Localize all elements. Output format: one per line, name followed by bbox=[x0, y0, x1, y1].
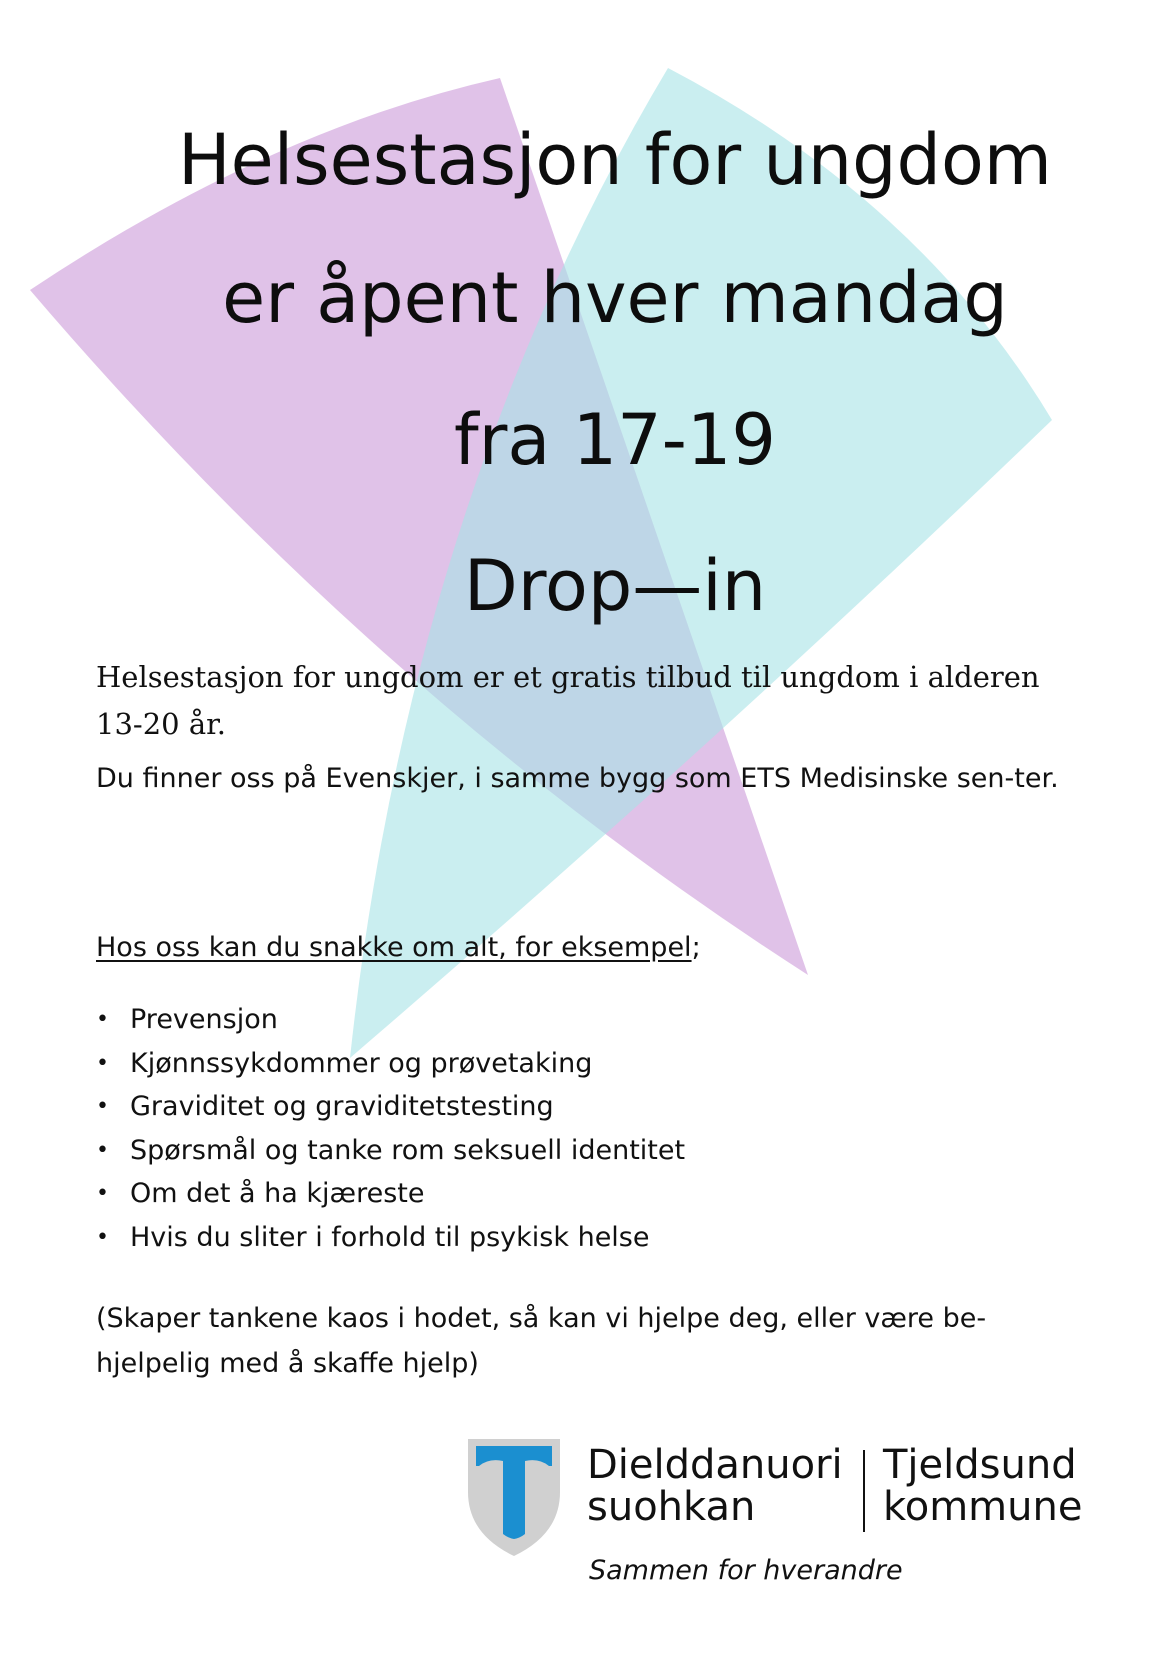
list-item-text: Graviditet og graviditetstesting bbox=[130, 1091, 554, 1122]
bullet-icon: • bbox=[96, 1224, 109, 1250]
logo-divider bbox=[863, 1450, 865, 1532]
headline-line-4: Drop—in bbox=[463, 545, 767, 627]
list-item-text: Om det å ha kjæreste bbox=[130, 1178, 425, 1209]
list-item-text: Kjønnssykdommer og prøvetaking bbox=[130, 1047, 593, 1079]
bullet-icon: • bbox=[96, 1137, 109, 1163]
list-item bbox=[96, 1172, 685, 1216]
location-paragraph: Du finner oss på Evenskjer, i samme bygg som ETS Medisinske sen-ter. bbox=[96, 763, 1059, 794]
municipality-logo bbox=[465, 1436, 1105, 1596]
bullet-icon: • bbox=[96, 1181, 109, 1206]
municipality-name-no-line1: Tjeldsund bbox=[883, 1442, 1077, 1488]
headline-line-2: er åpent hver mandag bbox=[222, 257, 1008, 339]
intro-paragraph: Helsestasjon for ungdom er et gratis tilbud til ungdom i alderen 13-20 år. bbox=[96, 660, 1040, 741]
headline-line-1: Helsestasjon for ungdom bbox=[178, 119, 1052, 201]
shield-emblem-icon bbox=[465, 1436, 563, 1558]
closing-paragraph: (Skaper tankene kaos i hodet, så kan vi hjelpe deg, eller være be-hjelpelig med å skaffe hjelp) bbox=[96, 1303, 987, 1379]
list-item-text: Hvis du sliter i forhold til psykisk helse bbox=[130, 1221, 650, 1253]
topics-list bbox=[96, 998, 685, 1259]
municipality-name-sami-line1: Dielddanuori bbox=[587, 1442, 843, 1488]
list-item bbox=[96, 1129, 685, 1173]
topics-heading-suffix: ; bbox=[691, 932, 701, 963]
headline-line-3: fra 17-19 bbox=[454, 399, 776, 481]
bullet-icon: • bbox=[96, 1007, 109, 1032]
list-item-text: Spørsmål og tanke rom seksuell identitet bbox=[130, 1134, 686, 1166]
municipality-name-norwegian bbox=[883, 1444, 1082, 1528]
list-item bbox=[96, 1216, 685, 1260]
municipality-name-no-line2: kommune bbox=[883, 1484, 1083, 1530]
list-item-text: Prevensjon bbox=[130, 1004, 278, 1035]
list-item bbox=[96, 998, 685, 1042]
bullet-icon: • bbox=[96, 1050, 109, 1076]
topics-heading-text: Hos oss kan du snakke om alt, for eksempel bbox=[96, 932, 692, 963]
topics-heading bbox=[96, 928, 701, 968]
list-item bbox=[96, 1042, 685, 1086]
list-item bbox=[96, 1085, 685, 1129]
municipality-tagline: Sammen for hverandre bbox=[589, 1555, 903, 1586]
municipality-name-sami-line2: suohkan bbox=[587, 1484, 756, 1530]
municipality-name-sami bbox=[587, 1444, 843, 1528]
bullet-icon: • bbox=[96, 1094, 109, 1119]
